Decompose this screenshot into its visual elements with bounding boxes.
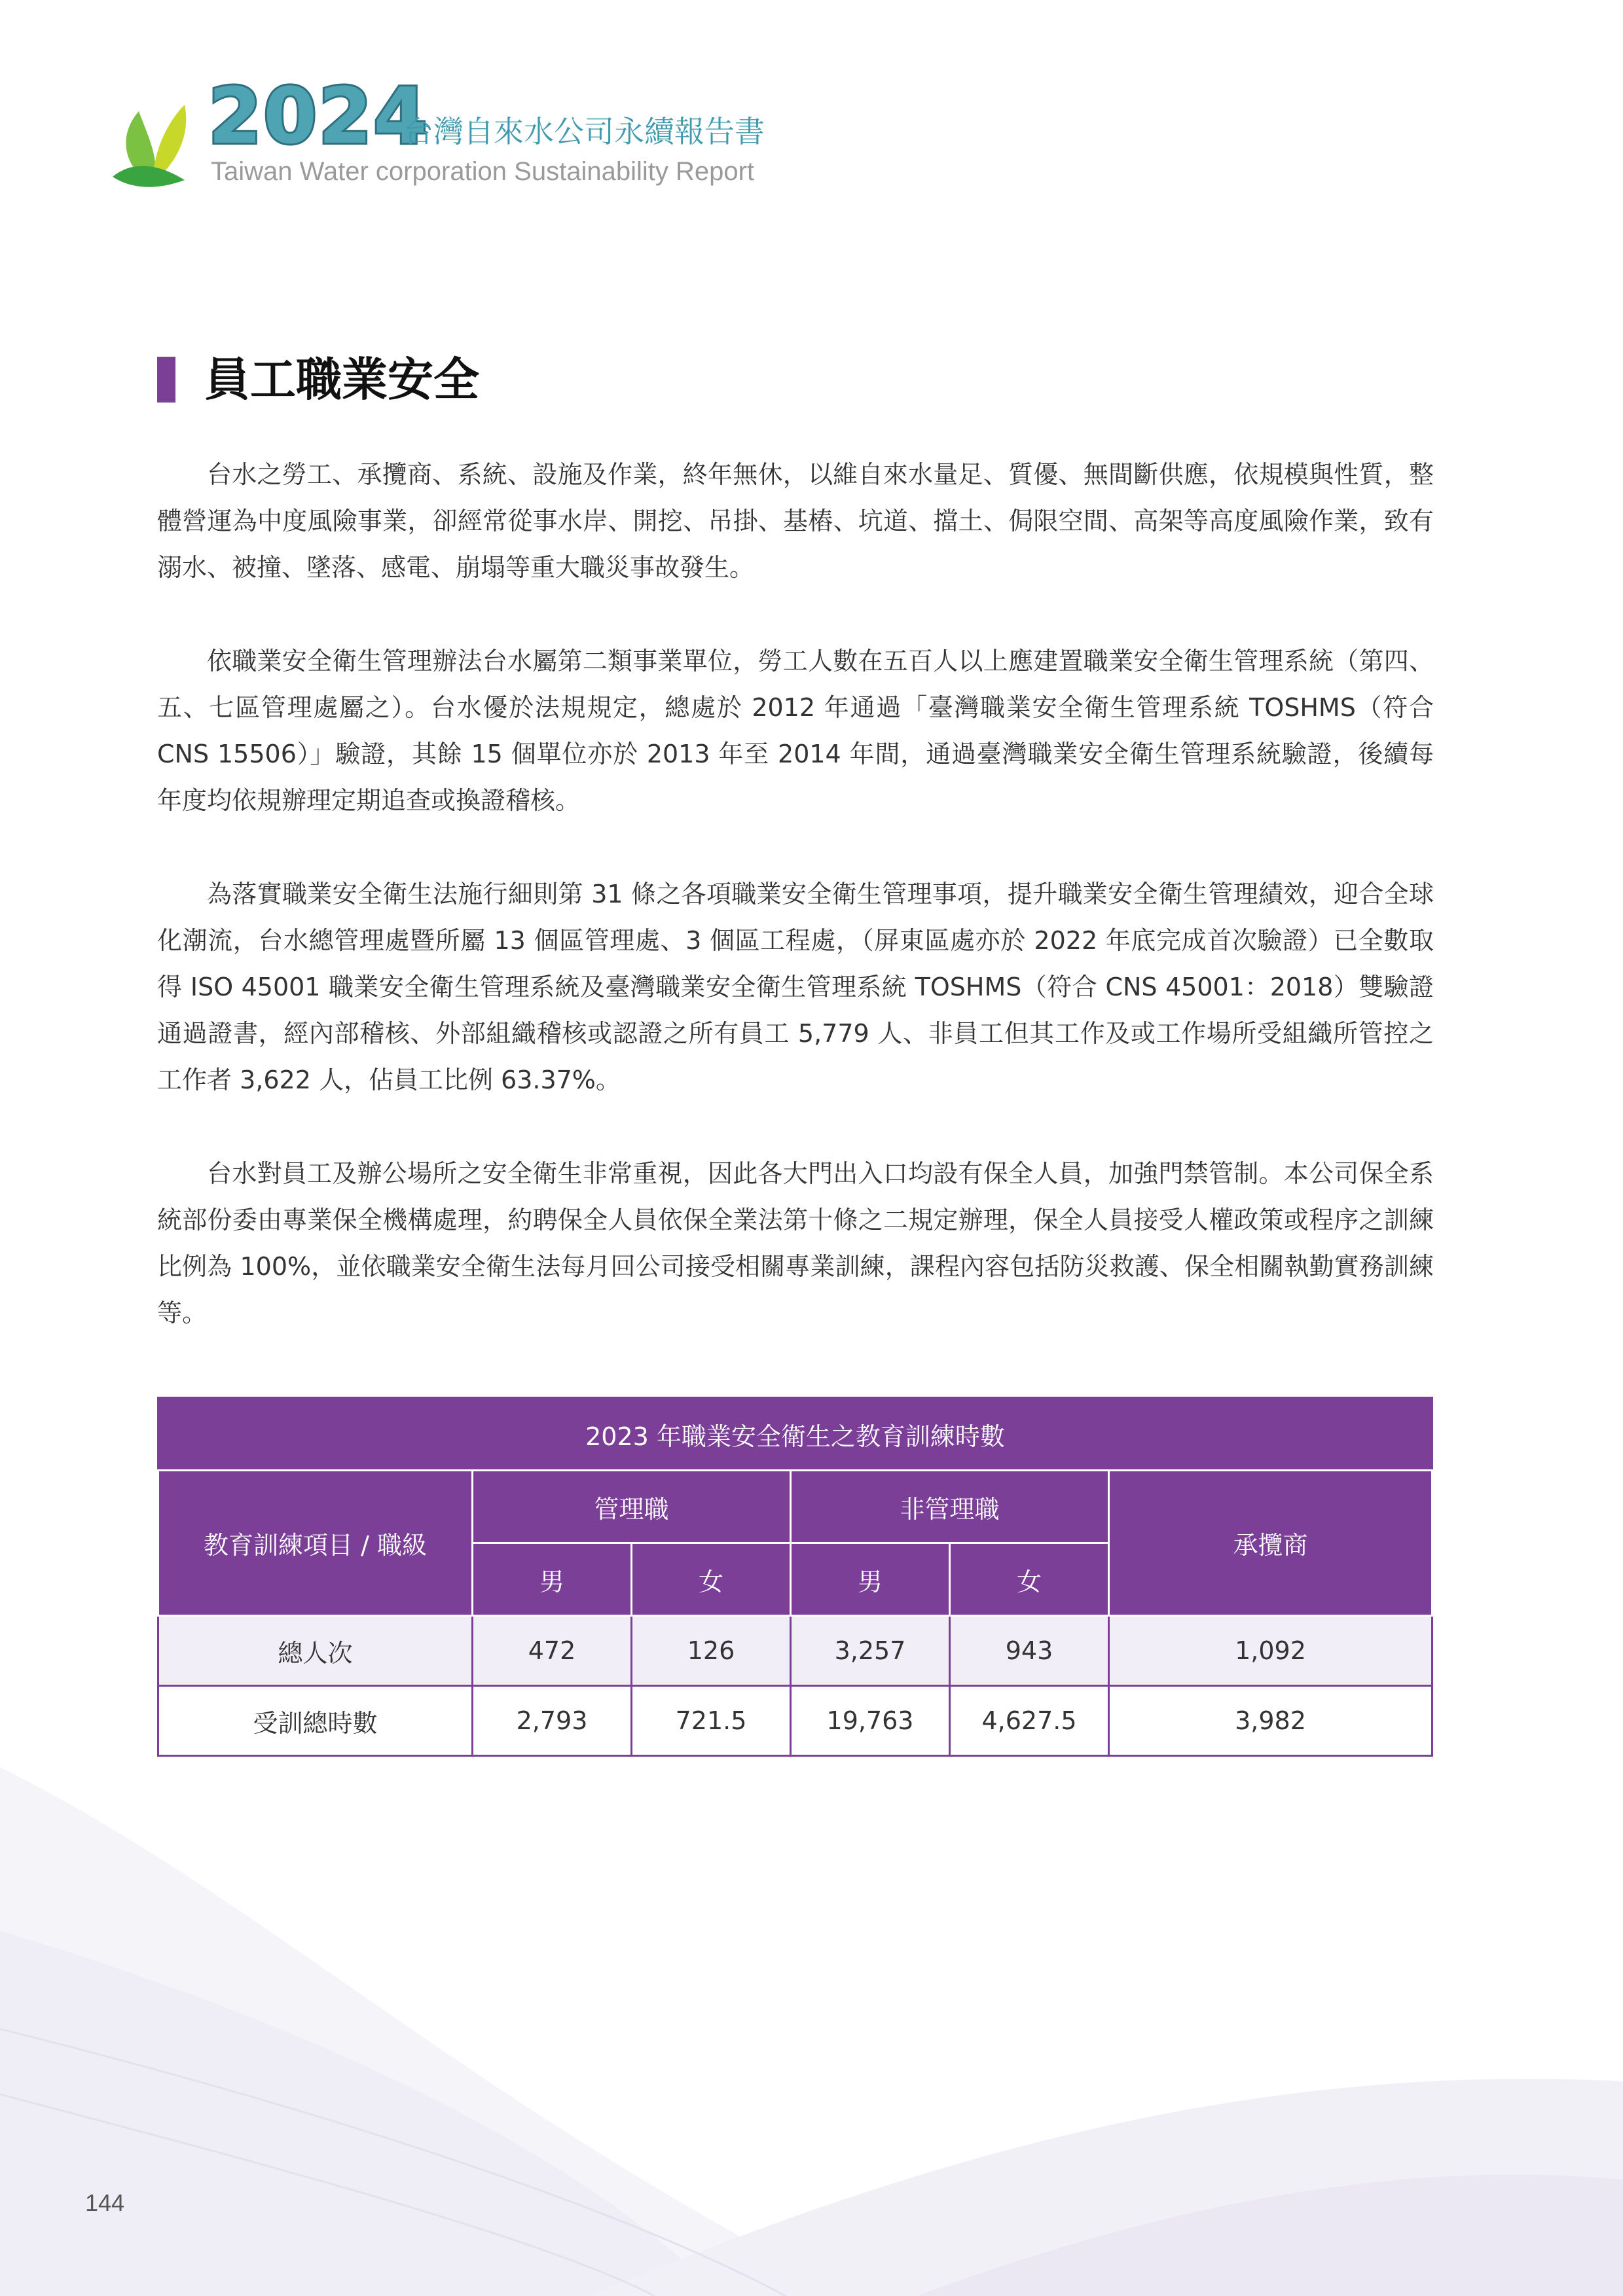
group-management: 管理職 [473, 1471, 791, 1543]
table-cell: 19,763 [791, 1686, 950, 1756]
table-cell: 4,627.5 [950, 1686, 1109, 1756]
mgmt-male-header: 男 [473, 1543, 632, 1616]
paragraph: 為落實職業安全衛生法施行細則第 31 條之各項職業安全衛生管理事項，提升職業安全衛生管理績效，迎合全球化潮流，台水總管理處暨所屬 13 個區管理處、3 個區工程處，（屏東區處亦於 2022 年底完成首次驗證）已全數取得 ISO 45001 職業安全衛生管理系統及臺灣職業安全衛生管理系統 TOSHMS（符合 CNS 45001：2018）雙驗證通過證書，經內部稽核、外部組織稽核或認證之所有員工 5,779 人、非員工但其工作及或工作場所受組織所管控之工作者 3,622 人，佔員工比例 63.37%。 [157, 880, 1434, 1094]
paragraph: 依職業安全衛生管理辦法台水屬第二類事業單位，勞工人數在五百人以上應建置職業安全衛生管理系統（第四、五、七區管理處屬之）。台水優於法規規定，總處於 2012 年通過「臺灣職業安全衛生管理系統 TOSHMS（符合 CNS 15506）」驗證，其餘 15 個單位亦於 2013 年至 2014 年間，通過臺灣職業安全衛生管理系統驗證，後續每年度均依規辦理定期追查或換證稽核。 [157, 647, 1434, 815]
section-title: 員工職業安全 [204, 353, 479, 406]
mgmt-female-header: 女 [632, 1543, 791, 1616]
report-title-zh: 台灣自來水公司永續報告書 [403, 114, 765, 149]
table-row [158, 1686, 1432, 1756]
table-row [158, 1616, 1432, 1686]
table-cell: 3,257 [791, 1616, 950, 1686]
row-label: 總人次 [158, 1616, 473, 1686]
table-caption: 2023 年職業安全衛生之教育訓練時數 [158, 1398, 1432, 1471]
section-title-bar [157, 357, 175, 403]
report-year: 2024 [208, 71, 429, 161]
row-header-label: 教育訓練項目 / 職級 [158, 1471, 473, 1616]
body-text [157, 452, 1434, 1384]
paragraph: 台水之勞工、承攬商、系統、設施及作業，終年無休，以維自來水量足、質優、無間斷供應，依規模與性質，整體營運為中度風險事業，卻經常從事水岸、開挖、吊掛、基樁、坑道、擋土、侷限空間、高架等高度風險作業，致有溺水、被撞、墜落、感電、崩塌等重大職災事故發生。 [157, 460, 1434, 582]
paragraph: 台水對員工及辦公場所之安全衛生非常重視，因此各大門出入口均設有保全人員，加強門禁管制。本公司保全系統部份委由專業保全機構處理，約聘保全人員依保全業法第十條之二規定辦理，保全人員接受人權政策或程序之訓練比例為 100%，並依職業安全衛生法每月回公司接受相關專業訓練，課程內容包括防災救護、保全相關執勤實務訓練等。 [157, 1159, 1434, 1327]
table-cell: 3,982 [1109, 1686, 1432, 1756]
table-cell: 721.5 [632, 1686, 791, 1756]
table-cell: 1,092 [1109, 1616, 1432, 1686]
page-number: 144 [85, 2189, 125, 2216]
nonmgmt-male-header: 男 [791, 1543, 950, 1616]
report-title-en: Taiwan Water corporation Sustainability Report [211, 157, 755, 186]
row-label: 受訓總時數 [158, 1686, 473, 1756]
table-cell: 943 [950, 1616, 1109, 1686]
training-hours-table [157, 1397, 1431, 1757]
nonmgmt-female-header: 女 [950, 1543, 1109, 1616]
group-non-management: 非管理職 [791, 1471, 1109, 1543]
table-cell: 126 [632, 1616, 791, 1686]
leaf-logo-icon [113, 98, 198, 190]
contractor-header: 承攬商 [1109, 1471, 1432, 1616]
table-cell: 2,793 [473, 1686, 632, 1756]
table-cell: 472 [473, 1616, 632, 1686]
